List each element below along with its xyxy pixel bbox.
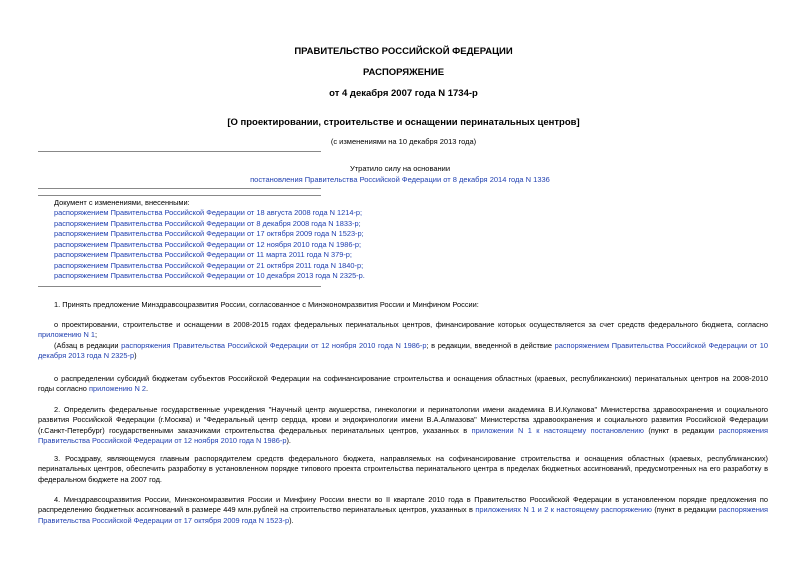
amendment-link[interactable]: распоряжением Правительства Российской Федерации от 21 октября 2011 года N 1840-р;	[54, 261, 364, 270]
document-title: [О проектировании, строительстве и оснащении перинатальных центров]	[227, 117, 580, 128]
amendment-link[interactable]: распоряжением Правительства Российской Федерации от 18 августа 2008 года N 1214-р;	[54, 208, 363, 217]
paragraph-4: 4. Минздравсоцразвития России, Минэкономразвития России и Минфину России внести во II квартале 2010 года в Правительство Российской Федерации в установленном порядке предложения по распределению бюджетных ассигнований в размере 449 млн.рублей на строительство перинатальных центров, указанных в приложениях N 1 и 2 к настоящему распоряжению (пункт в редакции распоряжения Правительства Российской Федерации от 17 октября 2009 года N 1523-р).	[38, 495, 768, 525]
document-date-number: от 4 декабря 2007 года N 1734-р	[329, 88, 478, 99]
amendment-2010-link[interactable]: распоряжения Правительства Российской Федерации от 12 ноября 2010 года N 1986-р	[38, 425, 768, 446]
divider	[38, 286, 321, 287]
paragraph-1c: о распределении субсидий бюджетам субъектов Российской Федерации на софинансирование строительства и оснащения областных (краевых, республиканских) перинатальных центров на 2008-2010 годы согласно приложению N 2.	[38, 374, 768, 394]
amendment-2013-link[interactable]: распоряжением Правительства Российской Федерации от 10 декабря 2013 года N 2325-р	[38, 341, 768, 361]
amendment-2010-link[interactable]: распоряжения Правительства Российской Федерации от 12 ноября 2010 года N 1986-р	[121, 341, 427, 350]
appendices-link[interactable]: приложениях N 1 и 2 к настоящему распоряжению	[475, 505, 652, 515]
paragraph-1: 1. Принять предложение Минздравсоцразвития России, согласованное с Минэкономразвития России и Минфином России:	[54, 300, 479, 309]
paragraph-3: 3. Росздраву, являющемуся главным распорядителем средств федерального бюджета, направляемых на софинансирование строительства и оснащения областных (краевых, республиканских) перинатальных центров, обеспечить разработку в установленном порядке типового проекта строительства перинатального центра в пределах бюджетных ассигнований, предусмотренных на его разработку в федеральном бюджете на 2007 год.	[38, 454, 768, 484]
divider	[38, 188, 321, 189]
amendment-link[interactable]: распоряжением Правительства Российской Федерации от 12 ноября 2010 года N 1986-р;	[54, 240, 362, 249]
paragraph-1b: (Абзац в редакции распоряжения Правительства Российской Федерации от 12 ноября 2010 года N 1986-р; в редакции, введенной в действие распоряжением Правительства Российской Федерации от 10 декабря 2013 года N 2325-р)	[38, 341, 768, 361]
amendment-link[interactable]: распоряжением Правительства Российской Федерации от 10 декабря 2013 года N 2325-р.	[54, 271, 365, 280]
government-heading: ПРАВИТЕЛЬСТВО РОССИЙСКОЙ ФЕДЕРАЦИИ	[294, 46, 513, 57]
amendment-link[interactable]: распоряжением Правительства Российской Федерации от 11 марта 2011 года N 379-р;	[54, 250, 352, 259]
divider	[38, 195, 321, 196]
appendix-1-link[interactable]: приложению N 1	[38, 330, 96, 340]
appendix-1-decree-link[interactable]: приложении N 1 к настоящему постановлению	[471, 425, 644, 435]
appendix-2-link[interactable]: приложению N 2	[88, 384, 146, 394]
divider	[38, 151, 321, 152]
changes-note: (с изменениями на 10 декабря 2013 года)	[330, 137, 477, 146]
amendment-link[interactable]: распоряжением Правительства Российской Федерации от 8 декабря 2008 года N 1833-р;	[54, 219, 361, 228]
amendment-2009-link[interactable]: распоряжения Правительства Российской Федерации от 17 октября 2009 года N 1523-р	[38, 505, 768, 525]
lost-force-basis-link[interactable]: постановления Правительства Российской Федерации от 8 декабря 2014 года N 1336	[250, 175, 550, 184]
document-type: РАСПОРЯЖЕНИЕ	[362, 67, 445, 78]
paragraph-1a: о проектировании, строительстве и оснащении в 2008-2015 годах федеральных перинатальных центров, финансирование которых осуществляется за счет средств федерального бюджета, согласно приложению N 1;	[38, 320, 768, 340]
amendment-link[interactable]: распоряжением Правительства Российской Федерации от 17 октября 2009 года N 1523-р;	[54, 229, 364, 238]
amendments-intro: Документ с изменениями, внесенными:	[54, 198, 190, 207]
lost-force-text: Утратило силу на основании	[349, 164, 451, 173]
paragraph-2: 2. Определить федеральные государственные учреждения "Научный центр акушерства, гинекологии и перинатологии имени академика В.И.Кулакова" Министерства здравоохранения и социального развития Российской Федерации (г.Москва) и "Федеральный центр сердца, крови и эндокринологии имени В.А.Алмазова" Министерства здравоохранения и социального развития Российской Федерации (г.Санкт-Петербург) государственными заказчиками строительства федеральных перинатальных центров, указанных в приложении N 1 к настоящему постановлению (пункт в редакции распоряжения Правительства Российской Федерации от 12 ноября 2010 года N 1986-р).	[38, 405, 768, 446]
